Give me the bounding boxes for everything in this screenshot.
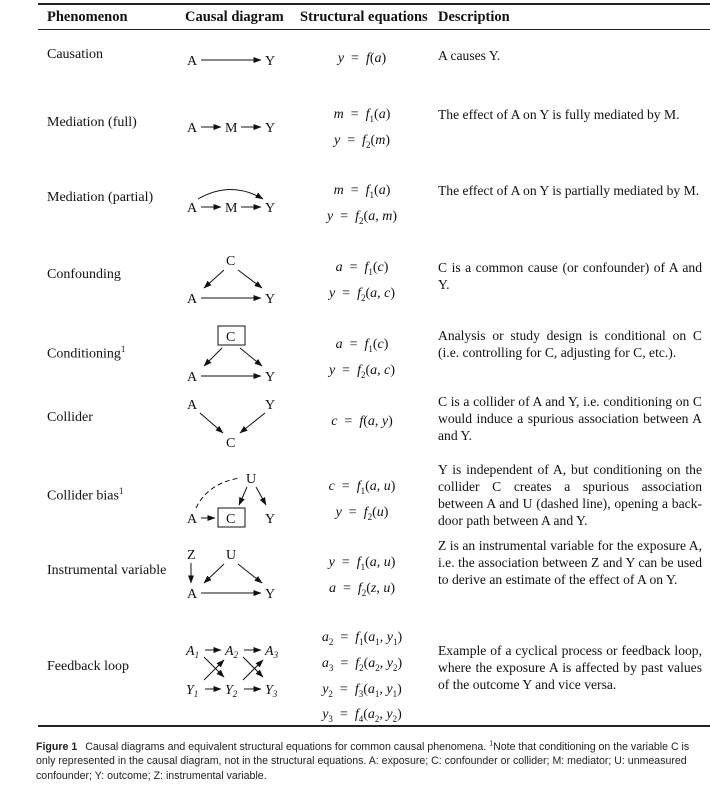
diagram-cbias-u: U	[246, 472, 257, 487]
description-confounding: C is a common cause (or confounder) of A and Y.	[438, 260, 702, 292]
equation-line: $a_2 = f_1(a_1$, $y_1$)	[321, 630, 403, 647]
diagram-medpart-a: A	[187, 201, 198, 216]
description-collider-bias: Y is independent of A, but conditioning on the collider C creates a spurious association between A and U (dashed line), opening a back-door path between A and Y.	[438, 462, 702, 528]
diagram-coll-a: A	[187, 398, 198, 413]
arrow-cbias-uc	[239, 487, 247, 505]
diagram-iv-a: A	[187, 587, 198, 602]
equations-mediation-full	[312, 104, 412, 156]
phenomenon-causation: Causation	[47, 47, 103, 62]
description-mediation-partial: The effect of A on Y is partially mediated by M.	[438, 183, 700, 198]
diagram-fb-a2: $A_2$	[225, 644, 239, 660]
equations-conditioning	[312, 334, 412, 386]
arrow-cond-ca	[204, 348, 222, 366]
equations-confounding	[312, 257, 412, 309]
arrow-iv-ua	[204, 564, 224, 583]
arrow-conf-cy	[238, 270, 262, 288]
equation-line: $a = f_1(c)$	[335, 260, 389, 277]
diagram-coll-c: C	[226, 436, 236, 451]
arrow-fb-a1y2	[204, 657, 224, 677]
equation-line: $a = f_1(c)$	[335, 337, 389, 354]
header-rule	[38, 29, 710, 30]
equation-line: $y = f_1(a$, u)	[328, 555, 396, 572]
diagram-fb-a1: $A_1$	[186, 644, 200, 660]
diagram-cbias-y: Y	[265, 512, 276, 527]
diagram-causation-a: A	[187, 54, 198, 69]
collider-bias-dashed-line	[196, 478, 240, 508]
equation-line: $m = f_1(a)$	[333, 183, 391, 200]
header-phenomenon: Phenomenon	[47, 9, 128, 25]
arrow-cond-cy	[240, 348, 262, 366]
phenomenon-feedback-loop: Feedback loop	[47, 659, 130, 674]
equations-causation	[312, 48, 412, 70]
diagram-medfull-m: M	[225, 121, 238, 136]
equations-collider	[312, 411, 412, 433]
diagram-conf-y: Y	[265, 292, 276, 307]
equations-instrumental-variable	[312, 552, 412, 604]
equations-feedback-loop	[312, 627, 412, 730]
arrow-coll-yc	[240, 413, 265, 433]
equation-line: $y_2 = f_3(a_1$, $y_1$)	[322, 681, 402, 699]
diagram-iv-u: U	[226, 548, 237, 563]
diagram-fb-y3: $Y_3$	[265, 683, 278, 699]
phenomenon-instrumental-variable: Instrumental variable	[47, 563, 167, 578]
diagram-medfull-y: Y	[265, 121, 276, 136]
top-rule	[38, 3, 710, 5]
diagram-cbias-c: C	[226, 512, 236, 527]
diagram-iv-y: Y	[265, 587, 276, 602]
diagram-fb-y1: $Y_1$	[186, 683, 199, 699]
equations-collider-bias	[312, 476, 412, 528]
arrow-cbias-uy	[256, 487, 266, 505]
diagram-medpart-m: M	[225, 201, 238, 216]
diagram-coll-y: Y	[265, 398, 276, 413]
description-feedback-loop: Example of a cyclical process or feedback loop, where the exposure A is affected by past values of the outcome Y and vice versa.	[438, 643, 702, 692]
figure-label: Figure 1	[36, 740, 78, 753]
equation-line: $y = f_2(a$, c)	[328, 362, 396, 380]
equation-line: $y = f_2(u)$	[335, 504, 389, 522]
diagram-iv-z: Z	[187, 548, 196, 563]
phenomenon-mediation-full: Mediation (full)	[47, 115, 137, 130]
equation-line: $y = f_2(a$, c)	[328, 285, 396, 303]
arrow-fb-y2a3	[243, 660, 263, 680]
phenomenon-collider-bias: Collider bias$^1$	[47, 486, 124, 504]
header-equations: Structural equations	[300, 9, 428, 25]
arrow-coll-ac	[200, 413, 223, 433]
description-causation: A causes Y.	[438, 48, 501, 63]
diagram-cond-a: A	[187, 370, 198, 385]
arrow-fb-a2y3	[243, 657, 263, 677]
equation-line: $y = f_2(a$, m)	[327, 208, 397, 226]
diagram-medfull-a: A	[187, 121, 198, 136]
equation-line: $m = f_1(a)$	[333, 107, 391, 124]
caption-text: Causal diagrams and equivalent structural equations for common causal phenomena. $^1$Note that conditioning on the variable C is only represented in the causal diagram, not in the structural equations. A: exposure; C: confounder or collider; M: mediator; U: unmeasured confounder; Y: outcome; Z: instrumental variable.	[36, 740, 690, 782]
arrow-conf-ca	[204, 270, 224, 288]
description-conditioning: Analysis or study design is conditional on C (i.e. controlling for C, adjusting for C, etc.).	[438, 328, 702, 360]
diagram-cond-c: C	[226, 330, 236, 345]
equation-line: y = f(a)	[337, 51, 387, 66]
causal-diagrams	[180, 0, 300, 795]
diagram-causation-y: Y	[265, 54, 276, 69]
arrow-iv-uy	[238, 564, 262, 583]
diagram-cbias-a: A	[187, 512, 198, 527]
header-description: Description	[438, 9, 510, 25]
figure-caption	[36, 737, 706, 783]
diagram-conf-a: A	[187, 292, 198, 307]
diagram-fb-a3: $A_3$	[265, 644, 279, 660]
phenomenon-mediation-partial: Mediation (partial)	[47, 190, 154, 205]
equation-line: $y_3 = f_4(a_2$, $y_2$)	[322, 707, 402, 725]
phenomenon-conditioning: Conditioning$^1$	[47, 344, 126, 362]
diagram-fb-y2: $Y_2$	[225, 683, 238, 699]
description-mediation-full: The effect of A on Y is fully mediated by M.	[438, 107, 680, 122]
description-collider: C is a collider of A and Y, i.e. conditioning on C would induce a spurious association between A and Y.	[438, 394, 702, 443]
arrow-medpart-ay	[198, 190, 263, 200]
description-instrumental-variable: Z is an instrumental variable for the exposure A, i.e. the association between Z and Y can be used to derive an estimate of the effect of A on Y.	[438, 538, 702, 587]
diagram-conf-c: C	[226, 254, 236, 269]
phenomenon-confounding: Confounding	[47, 267, 121, 282]
equation-line: $a_3 = f_2(a_2$, $y_2$)	[321, 655, 403, 673]
equation-line: $y = f_2(m)$	[334, 132, 390, 150]
equation-line: $c = f_1(a$, u)	[328, 479, 396, 496]
arrow-fb-y1a2	[204, 660, 224, 680]
equations-mediation-partial	[312, 180, 412, 232]
phenomenon-collider: Collider	[47, 410, 93, 425]
diagram-cond-y: Y	[265, 370, 276, 385]
header-diagram: Causal diagram	[185, 9, 284, 25]
equation-line: $a = f_2(z$, u)	[328, 580, 396, 598]
diagram-medpart-y: Y	[265, 201, 276, 216]
equation-line: c = f(a, y)	[331, 414, 393, 429]
